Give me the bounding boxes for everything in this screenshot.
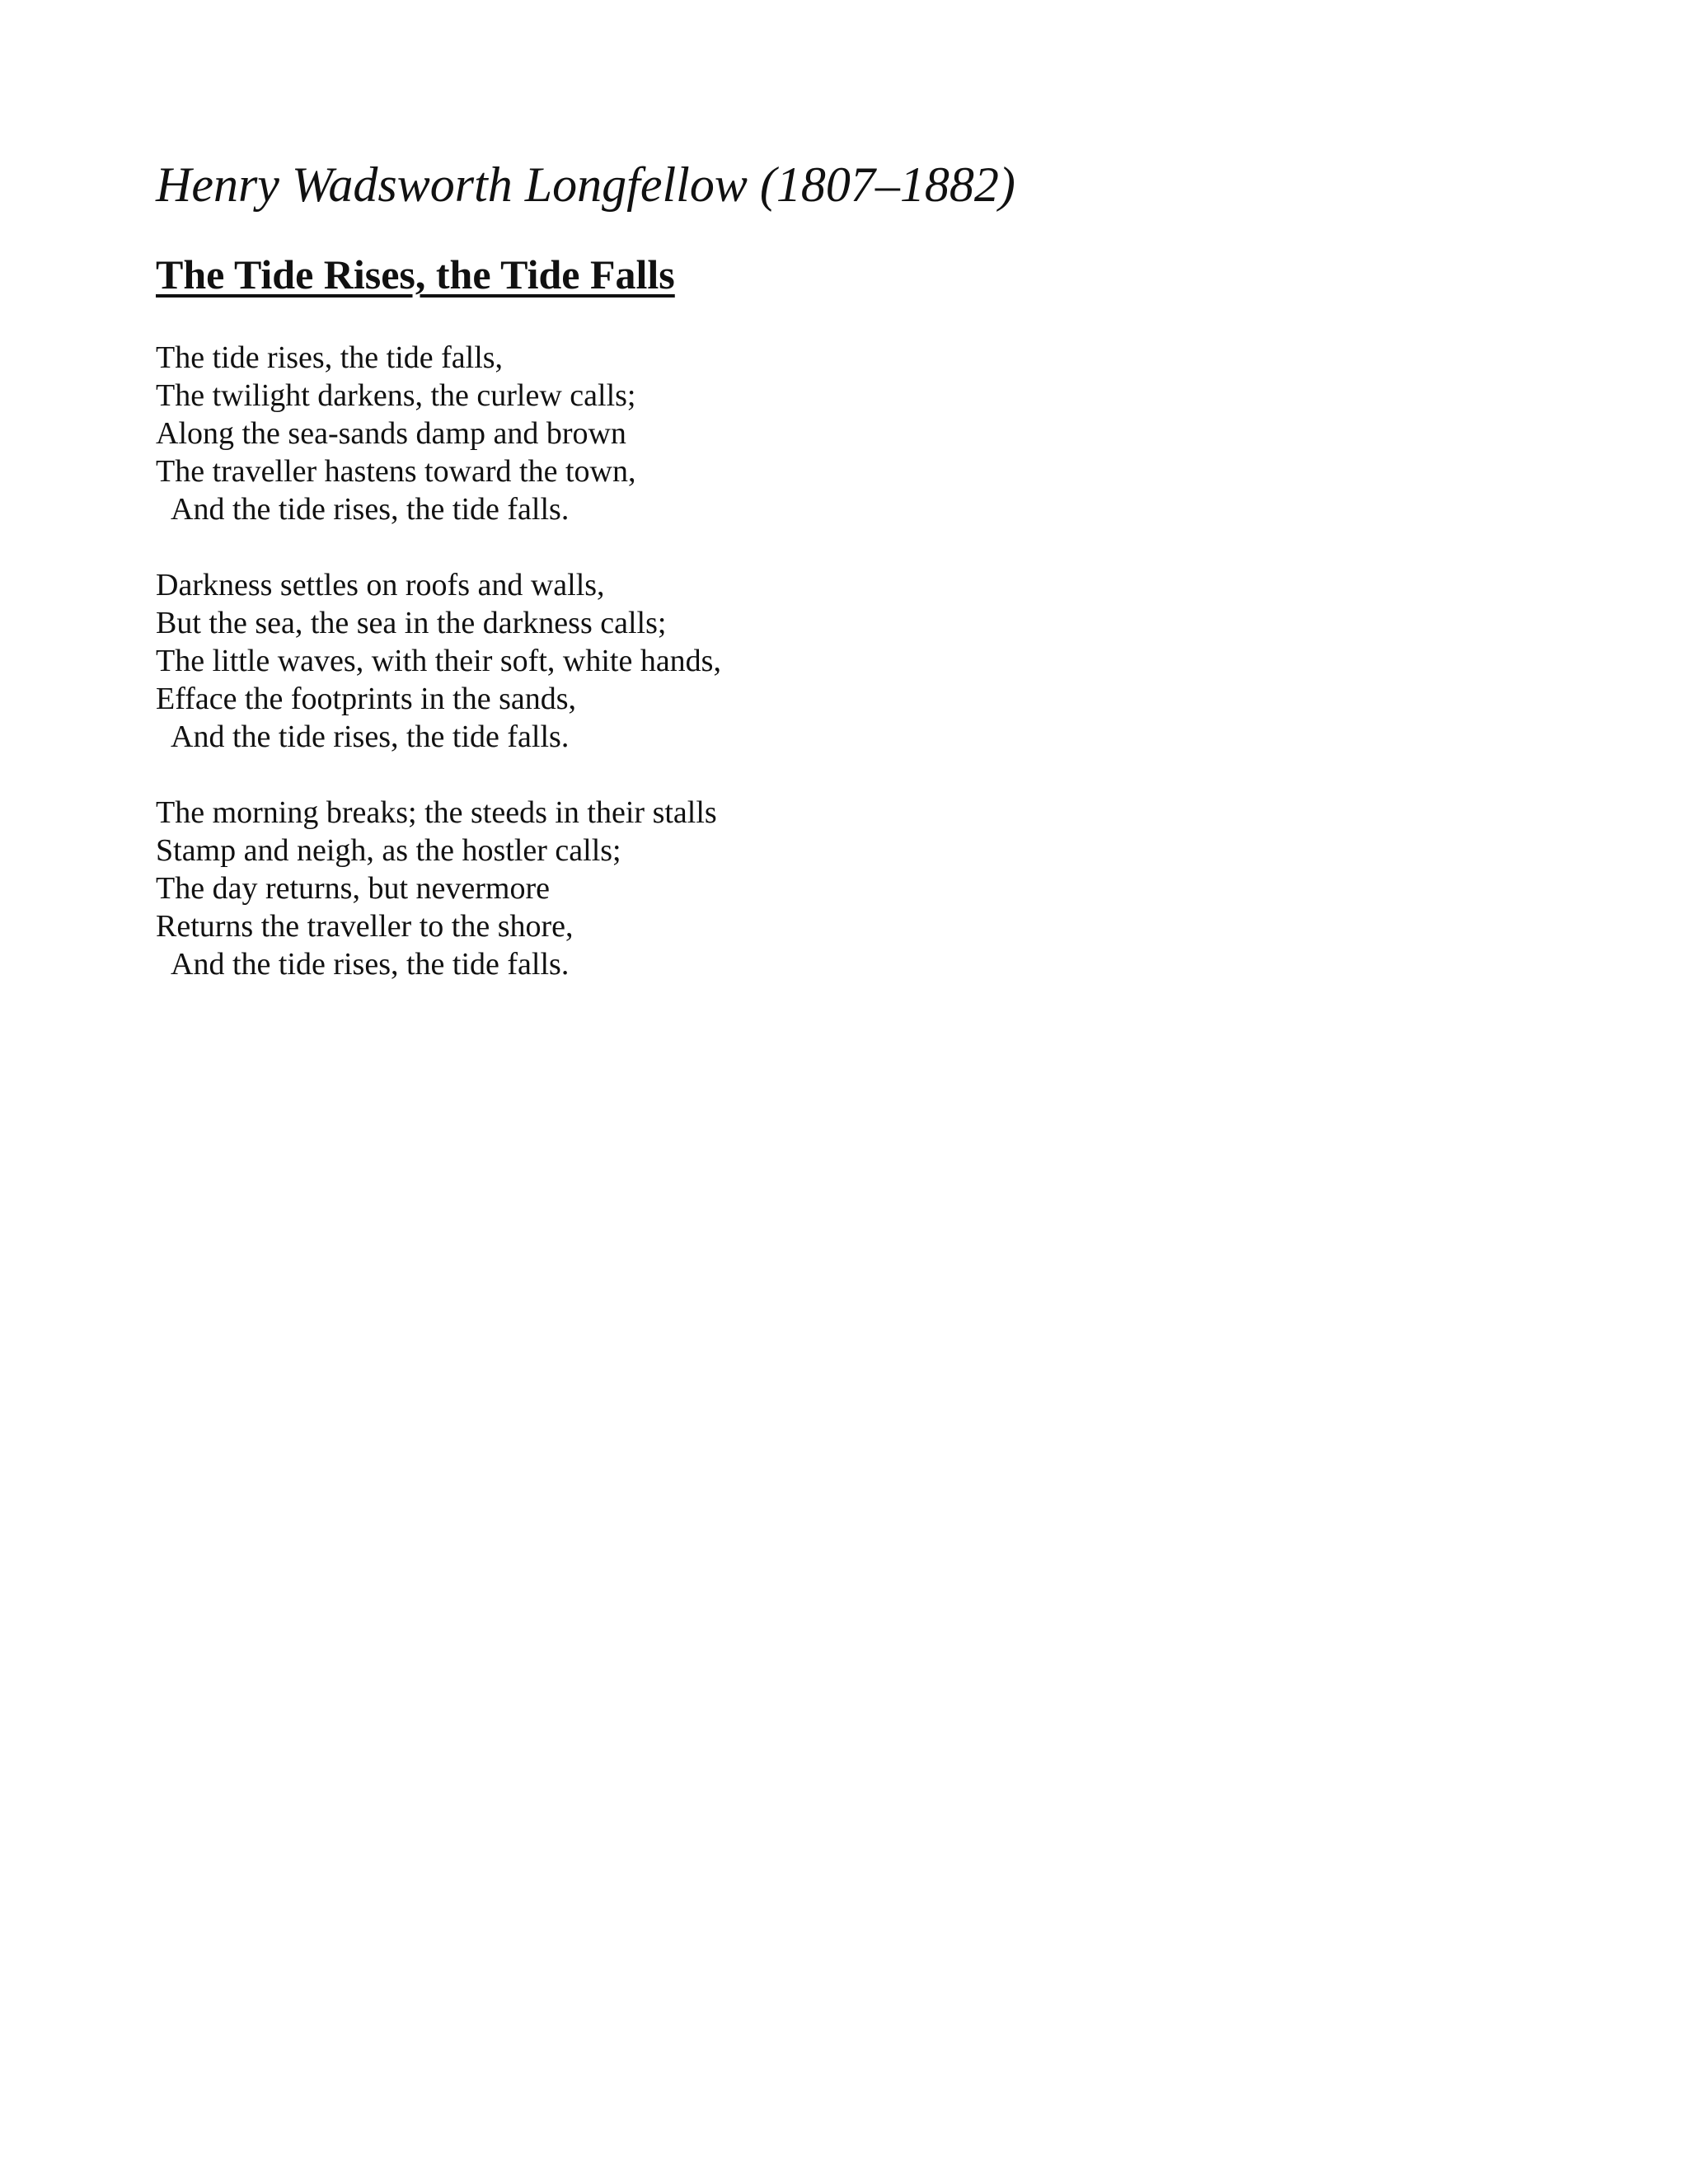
stanza-1 [156, 339, 721, 528]
poem-line: Stamp and neigh, as the hostler calls; [156, 833, 621, 868]
poem-line: Darkness settles on roofs and walls, [156, 568, 605, 602]
stanza-2 [156, 566, 721, 756]
poem-line: Returns the traveller to the shore, [156, 909, 574, 944]
poem-line: Efface the footprints in the sands, [156, 682, 577, 716]
poem-title: The Tide Rises, the Tide Falls [156, 251, 675, 298]
poem-line: The day returns, but nevermore [156, 871, 550, 906]
poem-body [156, 339, 721, 1021]
author-heading: Henry Wadsworth Longfellow (1807–1882) [156, 157, 1015, 212]
poem-line: But the sea, the sea in the darkness calls; [156, 606, 667, 640]
poem-line: Along the sea-sands damp and brown [156, 416, 626, 451]
refrain-line: And the tide rises, the tide falls. [171, 719, 570, 754]
stanza-3 [156, 794, 721, 983]
poem-line: The twilight darkens, the curlew calls; [156, 378, 636, 413]
refrain-line: And the tide rises, the tide falls. [171, 947, 570, 982]
poem-line: The morning breaks; the steeds in their stalls [156, 795, 717, 830]
poem-line: The traveller hastens toward the town, [156, 454, 636, 489]
refrain-line: And the tide rises, the tide falls. [171, 492, 570, 527]
poem-line: The little waves, with their soft, white hands, [156, 644, 721, 678]
poem-line: The tide rises, the tide falls, [156, 340, 504, 375]
